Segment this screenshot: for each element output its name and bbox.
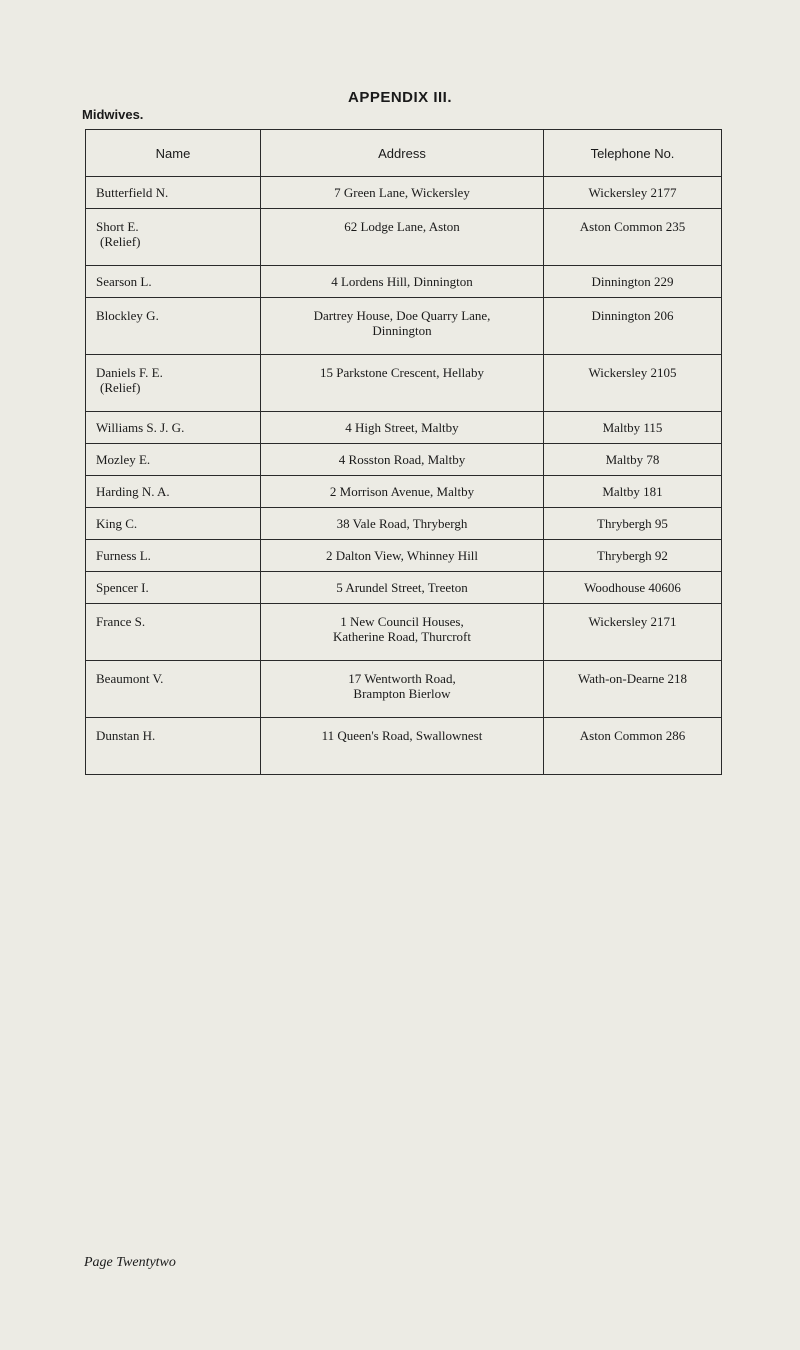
midwife-name: Mozley E.	[96, 452, 151, 467]
telephone-cell: Dinnington 206	[544, 298, 722, 355]
table-row	[86, 476, 722, 508]
table-row	[86, 298, 722, 355]
address-cell	[261, 298, 544, 355]
table-row	[86, 718, 722, 775]
address-cell	[261, 476, 544, 508]
name-cell	[86, 355, 261, 412]
appendix-title: APPENDIX III.	[347, 89, 453, 106]
telephone-cell: Dinnington 229	[544, 266, 722, 298]
address-cell	[261, 604, 544, 661]
address-cell	[261, 412, 544, 444]
page-number-footer: Page Twentytwo	[84, 1255, 176, 1270]
telephone-cell: Wickersley 2177	[544, 177, 722, 209]
column-header-telephone: Telephone No.	[544, 130, 722, 177]
address-cell	[261, 661, 544, 718]
address-cell	[261, 572, 544, 604]
name-cell	[86, 298, 261, 355]
address-cell	[261, 540, 544, 572]
midwife-name: Searson L.	[96, 274, 152, 289]
address-line-2: Dinnington	[372, 323, 432, 338]
telephone-cell: Wickersley 2171	[544, 604, 722, 661]
name-cell	[86, 661, 261, 718]
relief-note: (Relief)	[100, 234, 141, 249]
table-row	[86, 508, 722, 540]
address-cell	[261, 209, 544, 266]
address-line: 1 New Council Houses,	[340, 614, 464, 629]
name-cell	[86, 718, 261, 775]
midwife-name: Blockley G.	[96, 308, 159, 323]
telephone-cell: Thrybergh 92	[544, 540, 722, 572]
table-row	[86, 412, 722, 444]
midwife-name: Harding N. A.	[96, 484, 170, 499]
address-line: 4 High Street, Maltby	[345, 420, 459, 435]
name-cell	[86, 209, 261, 266]
name-cell	[86, 266, 261, 298]
address-cell	[261, 177, 544, 209]
address-line: 2 Dalton View, Whinney Hill	[325, 548, 479, 563]
column-header-name: Name	[86, 130, 261, 177]
telephone-cell: Aston Common 235	[544, 209, 722, 266]
name-cell	[86, 177, 261, 209]
address-line: Dartrey House, Doe Quarry Lane,	[313, 308, 491, 323]
table-row	[86, 661, 722, 718]
midwife-name: Short E.	[96, 219, 139, 234]
address-line: 7 Green Lane, Wickersley	[334, 185, 470, 200]
midwife-name: Williams S. J. G.	[96, 420, 185, 435]
address-cell	[261, 508, 544, 540]
name-cell	[86, 444, 261, 476]
name-cell	[86, 412, 261, 444]
midwife-name: King C.	[96, 516, 138, 531]
midwife-name: Dunstan H.	[96, 728, 156, 743]
address-line-2: Katherine Road, Thurcroft	[332, 629, 472, 644]
address-line: 62 Lodge Lane, Aston	[344, 219, 460, 234]
midwife-name: Spencer I.	[96, 580, 149, 595]
table-row	[86, 444, 722, 476]
column-header-address: Address	[261, 130, 544, 177]
table-row	[86, 209, 722, 266]
midwife-name: Daniels F. E.	[96, 365, 163, 380]
section-label: Midwives.	[82, 107, 144, 122]
address-line: 5 Arundel Street, Treeton	[336, 580, 468, 595]
address-line: 2 Morrison Avenue, Maltby	[329, 484, 475, 499]
address-cell	[261, 266, 544, 298]
name-cell	[86, 604, 261, 661]
name-cell	[86, 476, 261, 508]
midwife-name: Butterfield N.	[96, 185, 169, 200]
telephone-cell: Wickersley 2105	[544, 355, 722, 412]
midwife-name: Furness L.	[96, 548, 151, 563]
relief-note: (Relief)	[100, 380, 141, 395]
midwives-table	[85, 129, 722, 775]
telephone-cell: Thrybergh 95	[544, 508, 722, 540]
table-row	[86, 177, 722, 209]
table-row	[86, 266, 722, 298]
telephone-cell: Aston Common 286	[544, 718, 722, 775]
telephone-cell: Maltby 115	[544, 412, 722, 444]
telephone-cell: Maltby 78	[544, 444, 722, 476]
table-row	[86, 572, 722, 604]
address-line: 4 Lordens Hill, Dinnington	[331, 274, 473, 289]
name-cell	[86, 572, 261, 604]
address-cell	[261, 444, 544, 476]
address-line: 11 Queen's Road, Swallownest	[321, 728, 483, 743]
address-cell	[261, 718, 544, 775]
telephone-cell: Wath-on-Dearne 218	[544, 661, 722, 718]
midwife-name: France S.	[96, 614, 146, 629]
table-row	[86, 604, 722, 661]
address-line-2: Brampton Bierlow	[353, 686, 451, 701]
table-row	[86, 355, 722, 412]
telephone-cell: Woodhouse 40606	[544, 572, 722, 604]
telephone-cell: Maltby 181	[544, 476, 722, 508]
midwife-name: Beaumont V.	[96, 671, 164, 686]
address-cell	[261, 355, 544, 412]
address-line: 38 Vale Road, Thrybergh	[336, 516, 468, 531]
table-header-row	[86, 130, 722, 177]
name-cell	[86, 508, 261, 540]
address-line: 4 Rosston Road, Maltby	[338, 452, 466, 467]
name-cell	[86, 540, 261, 572]
address-line: 17 Wentworth Road,	[348, 671, 456, 686]
address-line: 15 Parkstone Crescent, Hellaby	[320, 365, 484, 380]
table-row	[86, 540, 722, 572]
